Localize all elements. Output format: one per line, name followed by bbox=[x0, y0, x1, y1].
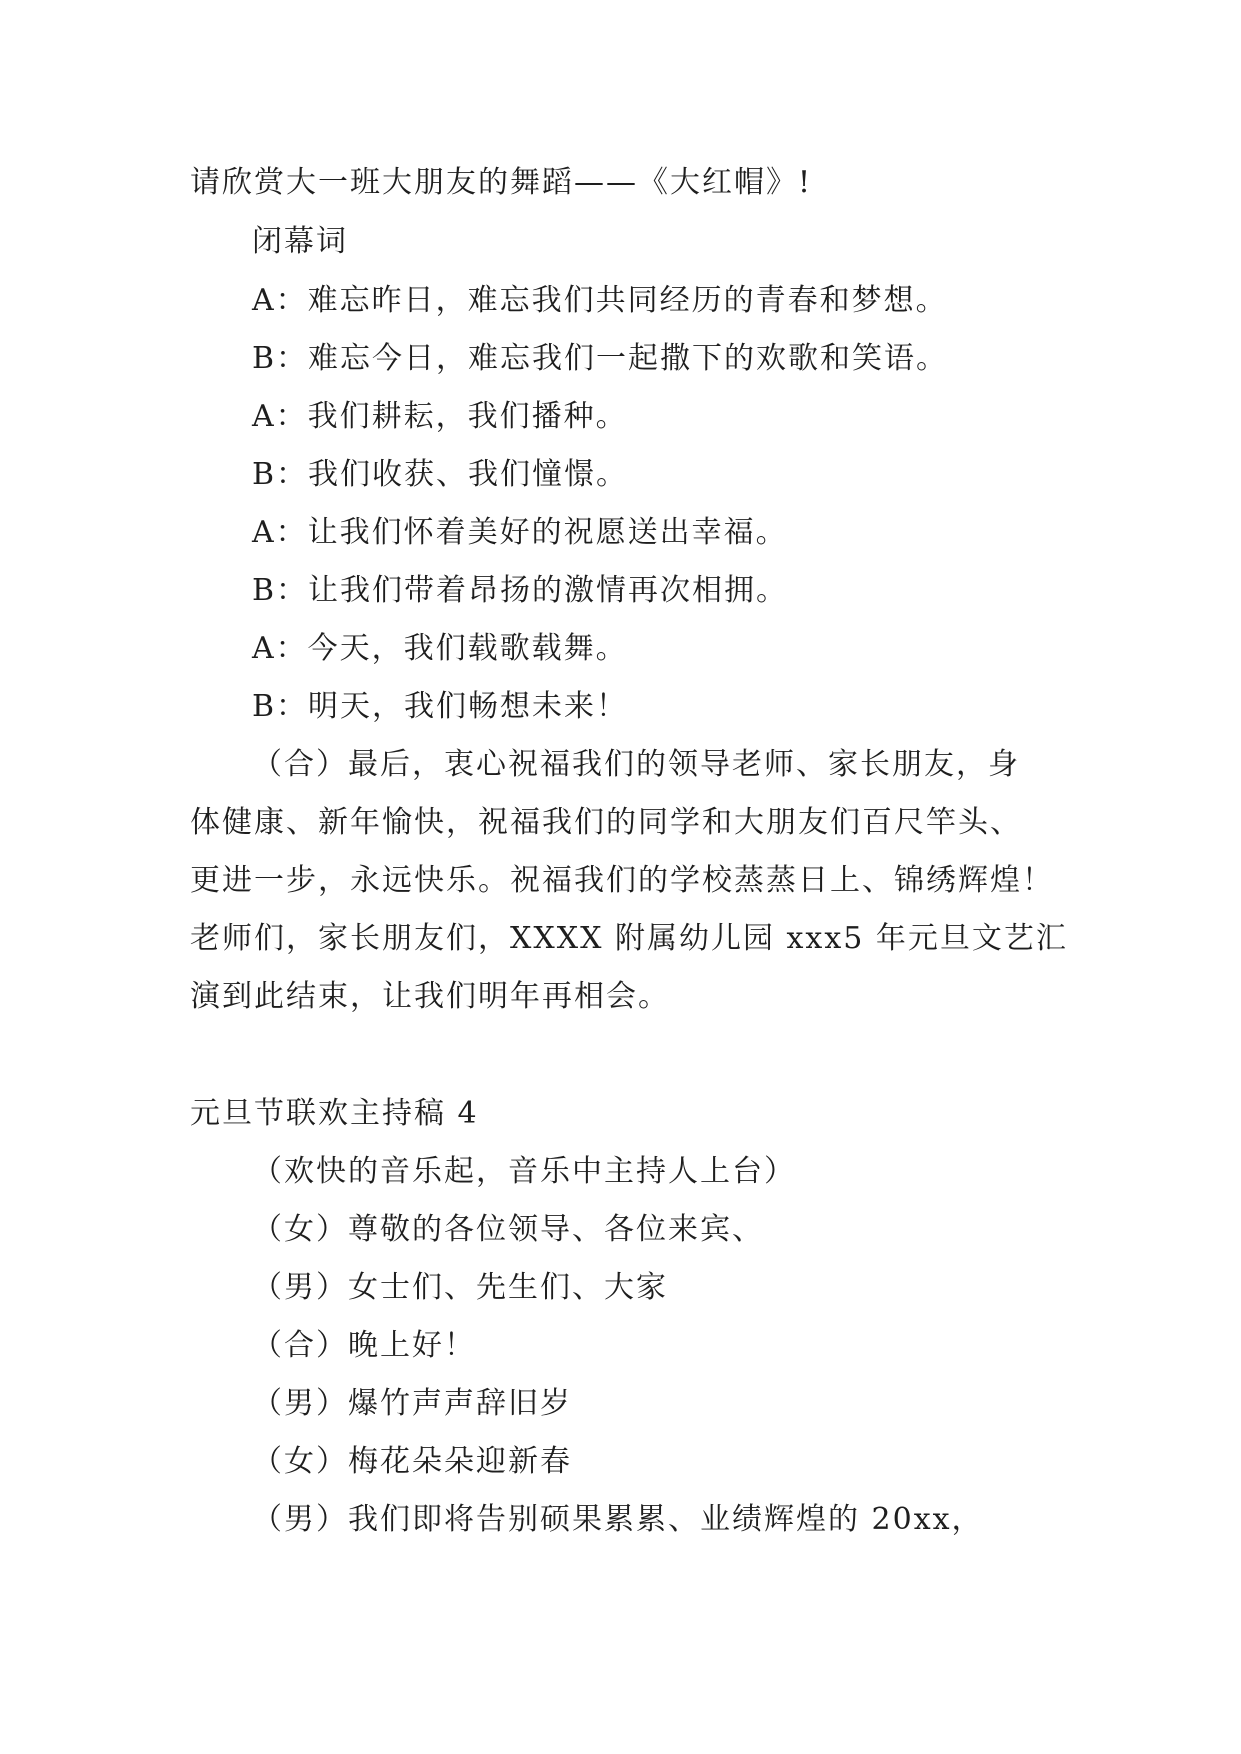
dialogue-line: （男）爆竹声声辞旧岁 bbox=[252, 1386, 572, 1421]
dialogue-line: B：难忘今日，难忘我们一起撒下的欢歌和笑语。 bbox=[252, 341, 949, 376]
dialogue-line: A：我们耕耘，我们播种。 bbox=[252, 399, 628, 434]
paragraph-line: 演到此结束，让我们明年再相会。 bbox=[190, 979, 670, 1014]
dialogue-line: A：让我们怀着美好的祝愿送出幸福。 bbox=[252, 515, 788, 550]
paragraph-line: （合）最后，衷心祝福我们的领导老师、家长朋友，身 bbox=[252, 747, 1020, 782]
dialogue-line: （女）梅花朵朵迎新春 bbox=[252, 1444, 572, 1479]
paragraph-line: 更进一步，永远快乐。祝福我们的学校蒸蒸日上、锦绣辉煌！ bbox=[190, 863, 1054, 898]
paragraph-line: 体健康、新年愉快，祝福我们的同学和大朋友们百尺竿头、 bbox=[190, 805, 1022, 840]
dialogue-line: B：明天，我们畅想未来！ bbox=[252, 689, 629, 724]
dialogue-line: （男）我们即将告别硕果累累、业绩辉煌的 20xx， bbox=[252, 1502, 984, 1537]
dialogue-line: （男）女士们、先生们、大家 bbox=[252, 1270, 668, 1305]
dialogue-line: （女）尊敬的各位领导、各位来宾、 bbox=[252, 1212, 764, 1247]
dialogue-line: B：让我们带着昂扬的激情再次相拥。 bbox=[252, 573, 789, 608]
stage-direction: （欢快的音乐起，音乐中主持人上台） bbox=[252, 1154, 796, 1189]
dialogue-line: A：难忘昨日，难忘我们共同经历的青春和梦想。 bbox=[252, 283, 948, 318]
dialogue-line: A：今天，我们载歌载舞。 bbox=[252, 631, 628, 666]
dialogue-line: （合）晚上好！ bbox=[252, 1328, 476, 1363]
section-heading: 元旦节联欢主持稿 4 bbox=[190, 1096, 479, 1131]
section-text: 请欣赏大一班大朋友的舞蹈——《大红帽》! bbox=[190, 165, 813, 200]
paragraph-line: 老师们，家长朋友们，XXXX 附属幼儿园 xxx5 年元旦文艺汇 bbox=[190, 921, 1068, 956]
section-heading: 闭幕词 bbox=[252, 224, 348, 259]
dialogue-line: B：我们收获、我们憧憬。 bbox=[252, 457, 629, 492]
